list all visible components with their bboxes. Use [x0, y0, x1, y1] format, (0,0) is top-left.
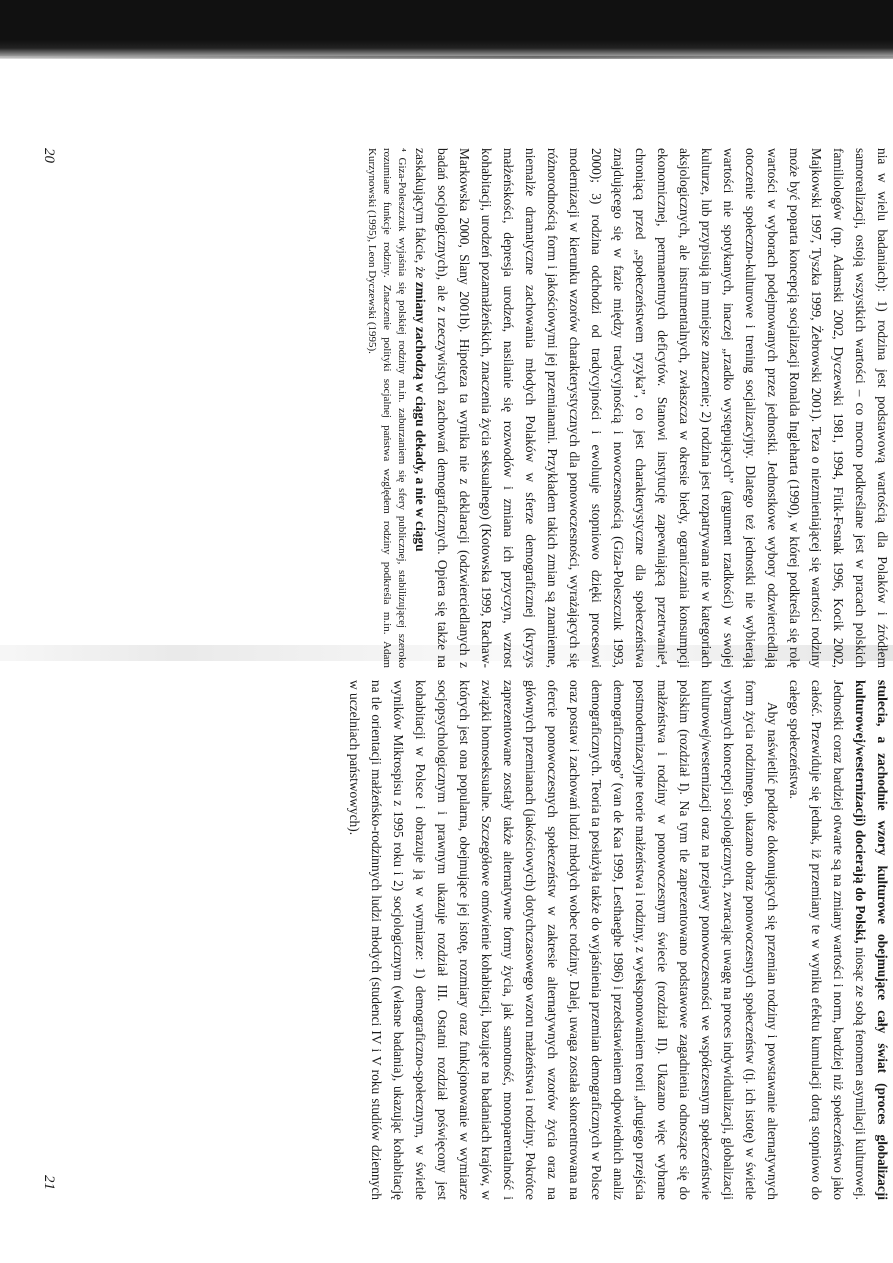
- page-21-paragraph-2: Aby naświetlić podłoże dokonujących się przemian rodziny i powstawanie alternatywnych form życia rodzinnego, ukazano obraz ponowoczesnych społeczeństw (tj. ich istotę) w świetle wybranych koncepcji socjologicznych, zwracając uwagę na proces indywidualizacji, globalizacji kulturowej/westernizacji oraz na przejawy ponowoczesności we współczesnym społeczeństwie polskim (rozdział I). Na tym tle zaprezentowano podstawowe zagadnienia odnoszące się do małżeństwa i rodziny w ponowoczesnym świecie (rozdział II). Ukazano więc wybrane postmodernizacyjne teorie małżeństwa i rodziny, z wyeksponowaniem teorii „drugiego przejścia demograficznego” (van de Kaa 1999, Lesthaeghe 1986) i przedstawieniem odpowiednich analiz demograficznych. Teoria ta posłużyła także do wyjaśnienia przemian demograficznych w Polsce oraz postaw i zachowań ludzi młodych wobec rodziny. Dalej, uwaga została skoncentrowana na ofercie ponowoczesnych społeczeństw w zakresie alternatywnych wzorów życia oraz na głównych przemianach (jakościowych) dotychczasowego wzoru małżeństwa i rodziny. Pokrótce zaprezentowane zostały także alternatywne formy życia, jak samotność, monoparentalność i związki homoseksualne. Szczegółowe omówienie kohabitacji, bazujące na badaniach krajów, w których jest ona popularna, obejmujące jej istotę, rozmiary oraz funkcjonowanie w wymiarze socjopsychologicznym i prawnym ukazuje rozdział III. Ostatni rozdział poświęcony jest kohabitacji w Polsce i obrazuje ją w wymiarze: 1) demograficzno-społecznym, w świetle wyników Mikrospisu z 1995 roku i 2) socjologicznym (własne badania), ukazując kohabitację na tle orientacji małżeńsko-rodzinnych ludzi młodych (studenci IV i V roku studiów dziennych w uczelniach państwowych).: [347, 680, 780, 1200]
- page-21-p1-tail: niosąc ze sobą fenomen asymilacji kulturowej. Jednostki coraz bardziej otwarte są na zmiany wartości i norm, bardziej niż społeczeństwo jako całość. Przewiduje się jednak, iż przemiany te w wyniku efektu kumulacji dotrą stopniowo do całego społeczeństwa.: [787, 680, 868, 1200]
- page-21: [343, 680, 893, 1200]
- footnote-4: ⁴ Giza-Poleszczuk wyjaśnia się polskiej rodziny m.in. zaburzaniem się sfery publicznej, stabilizującej szeroko rozumiane funkcje rodziny. Znaczenie polityki socjalnej państwa względem rodziny podkreśla m.in. Adam Kurzynowski (1995), Leon Dyczewski (1995).: [366, 148, 408, 668]
- page-20: [364, 148, 893, 668]
- page-21-paragraph-1: [783, 680, 893, 1200]
- page-20-paragraph: [409, 148, 893, 668]
- page-20-bold-tail: zmiany zachodzą w ciągu dekady, a nie w ciągu: [413, 281, 428, 552]
- page-21-bold-head: stulecia, a zachodnie wzory kulturowe obejmujące cały świat (proces globalizacji kulturowej/westernizacji) docierają do Polski,: [853, 680, 890, 1200]
- scan-edge-line: [0, 56, 893, 59]
- book-spread: [0, 80, 893, 1250]
- folio-20: 20: [41, 148, 57, 163]
- scan-edge-dark: [0, 0, 893, 58]
- page-20-body: nia w wielu badaniach): 1) rodzina jest podstawową wartością dla Polaków i źródłem samorealizacji, ostoją wszystkich wartości – co mocno podkreślane jest w pracach polskich familiologów (np. Adamski 2002, Dyczewski 1981, 1994, Fitik-Fesnak 1996, Kocik 2002, Majkowski 1997, Tyszka 1999, Żebrowski 2001). Teza o niezmieniającej się wartości rodziny może być poparta koncepcją socjalizacji Ronalda Ingleharta (1990), w której podkreśla się rolę wartości w wyborach podejmowanych przez jednostki. Jednostkowe wybory odzwierciedlają otoczenie społeczno-kulturowe i trening socjalizacyjny. Dlatego też jednostki nie wybierają wartości nie spotykanych, inaczej „rzadko występujących” (argument rzadkości) w swojej kulturze, lub przypisują im mniejsze znaczenie; 2) rodzina jest rozpatrywana nie w kategoriach aksjologicznych, ale instrumentalnych, zwłaszcza w okresie biedy, ograniczania konsumpcji ekonomicznej, permanentnych deficytów. Stanowi instytucję zapewniającą przetrwanie⁴, chroniącą przed „społeczeństwem ryzyka”, co jest charakterystyczne dla społeczeństwa znajdującego się w fazie między tradycyjnością i nowoczesnością (Giza-Poleszczuk 1993, 2000); 3) rodzina odchodzi od tradycyjności i ewoluuje stopniowo dzięki procesowi modernizacji w kierunku wzorów charakterystycznych dla ponowoczesności, wyrażających się różnorodnością form i jakościowymi jej przemianami. Przykładem takich zmian są znamienne, niemalże dramatyczne zachowania młodych Polaków w sferze demograficznej (kryzys małżeńskości, depresja urodzeń, nasilanie się rozwodów i zmiana ich przyczyn, wzrost kohabitacji, urodzeń pozamałżeńskich, znaczenia życia seksualnego) (Kotowska 1999, Rachaw-Markowska 2000, Slany 2001b). Hipoteza ta wynika nie z deklaracji (odzwierciedlanych z badań socjologicznych), ale z rzeczywistych zachowań demograficznych. Opiera się także na zaskakującym fakcie, że: [413, 148, 890, 668]
- folio-21: 21: [41, 1175, 57, 1190]
